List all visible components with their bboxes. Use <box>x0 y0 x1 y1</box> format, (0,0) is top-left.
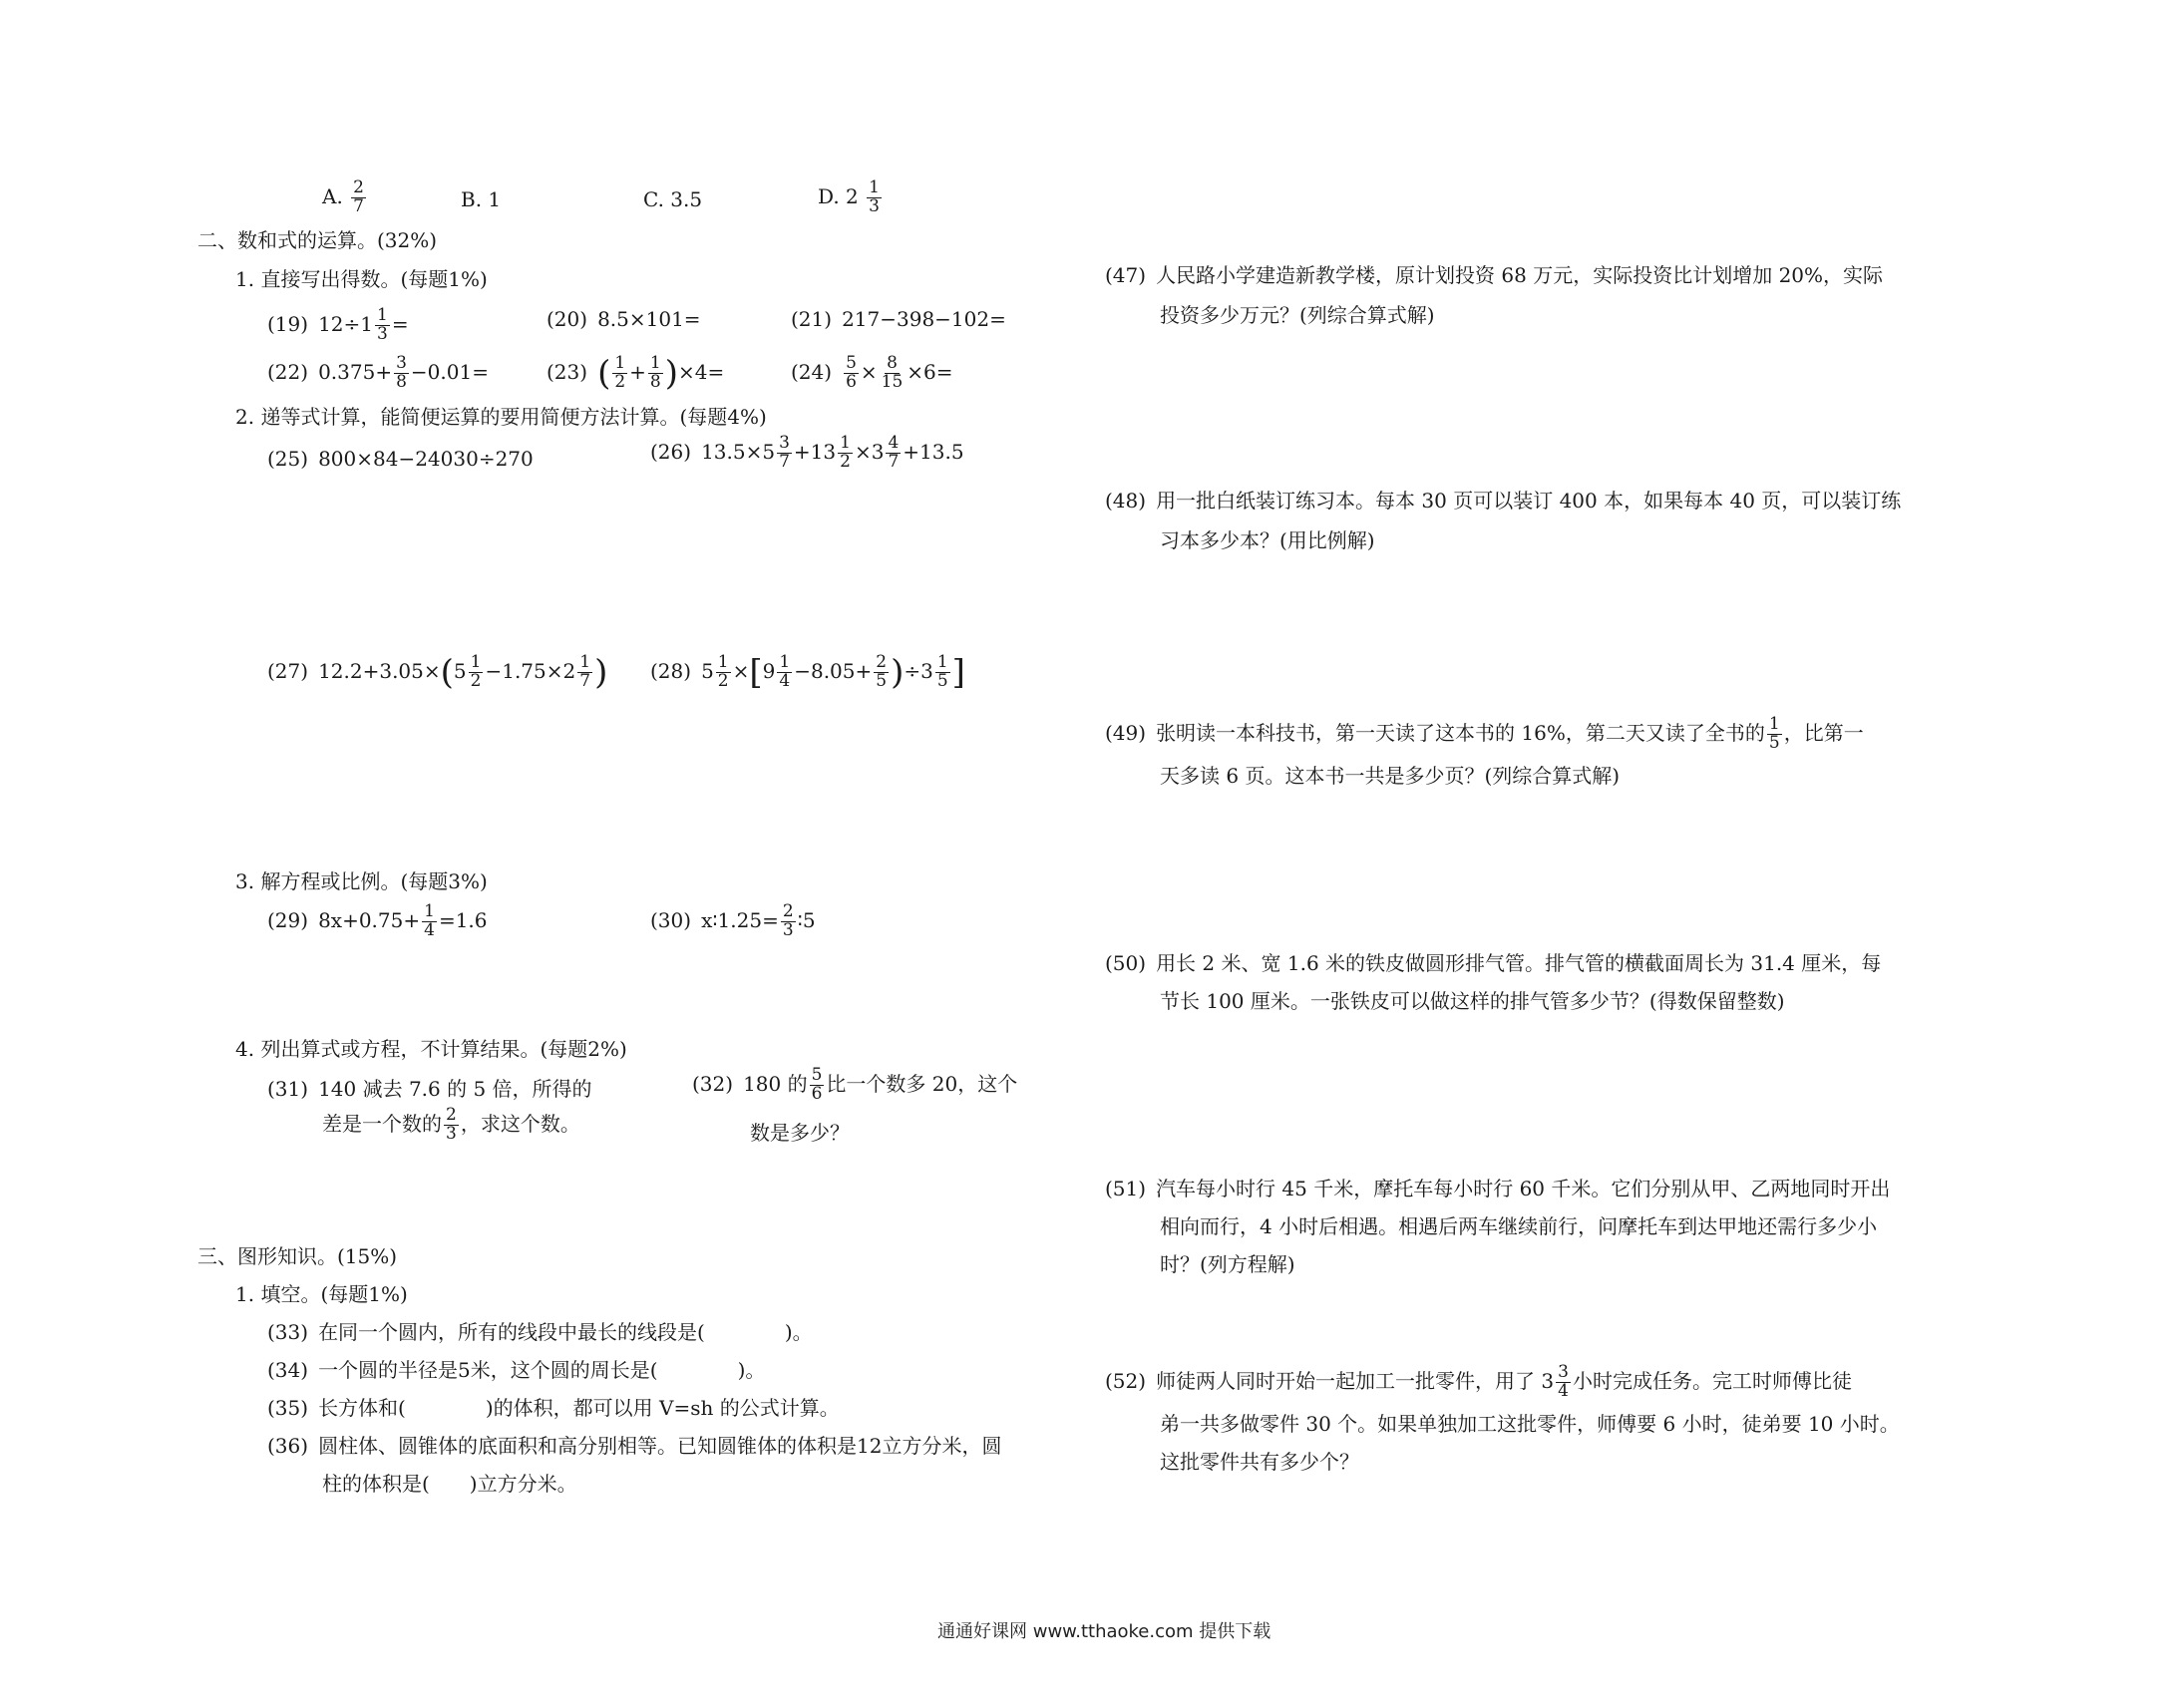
q50-number: (50) <box>1105 951 1147 975</box>
q32-den: 6 <box>811 1083 823 1104</box>
section-2-title: 二、数和式的运算。(32%) <box>197 228 438 252</box>
part-1-title: 1. 直接写出得数。(每题1%) <box>235 267 488 291</box>
q52-den: 4 <box>1558 1380 1569 1401</box>
q30-pre: x∶1.25= <box>701 907 779 932</box>
q28-pre: × <box>732 658 750 683</box>
q24-times: × <box>860 359 878 384</box>
q28-num-2: 2 <box>876 652 888 672</box>
q27-whole-1: 5 <box>453 658 467 683</box>
part-4-title: 4. 列出算式或方程，不计算结果。(每题2%) <box>235 1037 627 1061</box>
q23-fraction-1 <box>612 355 627 392</box>
q21-text: 217−398−102= <box>842 307 1006 331</box>
q29-den: 4 <box>424 919 435 940</box>
sec3-part-1-title: 1. 填空。(每题1%) <box>235 1282 408 1306</box>
footer-credit: 通通好课网 www.tthaoke.com 提供下载 <box>937 1621 1271 1642</box>
q51-line-1: 汽车每小时行 45 千米，摩托车每小时行 60 千米。它们分别从甲、乙两地同时开出 <box>1156 1177 1891 1200</box>
q23-num-2: 1 <box>649 353 661 373</box>
choice-c: C. 3.5 <box>643 187 703 211</box>
part-3-title: 3. 解方程或比例。(每题3%) <box>235 869 488 893</box>
q34-number: (34) <box>267 1358 309 1382</box>
q47-line-1: 人民路小学建造新教学楼，原计划投资 68 万元，实际投资比计划增加 20%，实际 <box>1156 263 1884 287</box>
q32-fraction <box>810 1067 825 1104</box>
question-25 <box>267 449 534 469</box>
q26-fraction-1 <box>777 435 792 472</box>
q26-fraction-3 <box>886 435 901 472</box>
q27-num-1: 1 <box>470 652 482 672</box>
q24-fraction-2 <box>880 355 906 392</box>
q28-num-1: 1 <box>779 652 791 672</box>
q35-text: 长方体和( )的体积，都可以用 V=sh 的公式计算。 <box>318 1396 840 1420</box>
question-35 <box>267 1398 840 1418</box>
q22-pre: 0.375+ <box>318 359 393 384</box>
question-48-line-2: 习本多少本？(用比例解) <box>1160 528 1375 552</box>
q32-num: 5 <box>811 1065 823 1085</box>
q48-number: (48) <box>1105 489 1147 512</box>
q28-close-bracket: ] <box>951 652 965 693</box>
q27-fraction-2 <box>577 654 592 691</box>
q30-den: 3 <box>782 919 794 940</box>
q31-fraction <box>444 1107 459 1144</box>
q52-fraction <box>1556 1364 1571 1401</box>
q30-post: ∶5 <box>797 907 816 932</box>
q19-pre: 12÷1 <box>318 311 373 336</box>
q49-line-1-pre: 张明读一本科技书，第一天读了这本书的 16%，第二天又读了全书的 <box>1156 720 1765 745</box>
q49-line-1-post: ，比第一 <box>1783 720 1864 745</box>
q27-fraction-1 <box>469 654 484 691</box>
q33-number: (33) <box>267 1320 309 1344</box>
question-31-line-1 <box>267 1079 592 1099</box>
part-2-title: 2. 递等式计算，能简便运算的要用简便方法计算。(每题4%) <box>235 405 767 429</box>
q22-fraction <box>394 355 409 392</box>
question-32-line-2: 数是多少？ <box>750 1121 850 1145</box>
q19-num: 1 <box>377 305 388 325</box>
q23-number: (23) <box>546 359 588 384</box>
question-30 <box>650 903 816 940</box>
q19-post: = <box>391 311 409 336</box>
q19-number: (19) <box>267 311 309 336</box>
question-20 <box>546 309 701 329</box>
q26-number: (26) <box>650 439 692 464</box>
question-52-line-1 <box>1105 1364 1852 1401</box>
q28-number: (28) <box>650 658 692 683</box>
q24-den-2: 15 <box>881 371 904 392</box>
q24-fraction-1 <box>844 355 859 392</box>
question-36-line-1 <box>267 1436 1002 1456</box>
question-27 <box>267 654 607 691</box>
q28-den-2: 5 <box>876 670 888 691</box>
question-31-line-2 <box>322 1107 580 1144</box>
q29-num: 1 <box>424 901 435 921</box>
question-48-line-1 <box>1105 491 1901 511</box>
question-51-line-1 <box>1105 1179 1890 1198</box>
q27-open-paren: ( <box>440 652 454 693</box>
q26-mid-2: ×3 <box>854 439 885 464</box>
q30-fraction <box>781 903 796 940</box>
question-22 <box>267 355 489 392</box>
q28-whole-0: 5 <box>701 658 714 683</box>
question-24 <box>791 355 953 392</box>
q31-line-2-post: ，求这个数。 <box>460 1111 580 1136</box>
q24-post: ×6= <box>907 359 953 384</box>
q28-fraction-0 <box>716 654 731 691</box>
question-50-line-2: 节长 100 厘米。一张铁皮可以做这样的排气管多少节？(得数保留整数) <box>1160 989 1785 1013</box>
q29-number: (29) <box>267 907 309 932</box>
question-49-line-2: 天多读 6 页。这本书一共是多少页？(列综合算式解) <box>1160 764 1621 788</box>
choice-a <box>322 179 368 216</box>
q27-close-paren: ) <box>594 652 608 693</box>
q28-den-3: 5 <box>936 670 948 691</box>
q48-line-1: 用一批白纸装订练习本。每本 30 页可以装订 400 本，如果每本 40 页，可以装订练 <box>1156 489 1902 512</box>
choice-d-den: 3 <box>869 195 880 216</box>
question-47-line-2: 投资多少万元？(列综合算式解) <box>1160 303 1435 327</box>
q24-den-1: 6 <box>846 371 857 392</box>
choice-a-label: A. <box>322 183 343 208</box>
q31-number: (31) <box>267 1077 309 1101</box>
q32-post: 比一个数多 20，这个 <box>826 1071 1018 1096</box>
q26-fraction-2 <box>838 435 853 472</box>
q33-text: 在同一个圆内，所有的线段中最长的线段是( )。 <box>318 1320 813 1344</box>
q22-number: (22) <box>267 359 309 384</box>
q31-line-2-pre: 差是一个数的 <box>322 1111 442 1136</box>
q23-plus: + <box>629 359 646 384</box>
q27-den-1: 2 <box>470 670 482 691</box>
q28-den-1: 4 <box>779 670 791 691</box>
question-28 <box>650 654 965 691</box>
question-23 <box>546 355 724 392</box>
q29-pre: 8x+0.75+ <box>318 907 421 932</box>
choice-b: B. 1 <box>461 187 502 211</box>
q27-num-2: 1 <box>579 652 591 672</box>
q23-den-1: 2 <box>614 371 626 392</box>
q26-num-3: 4 <box>888 433 900 453</box>
q35-number: (35) <box>267 1396 309 1420</box>
q27-pre: 12.2+3.05× <box>318 658 441 683</box>
q49-fraction <box>1767 716 1782 753</box>
choice-a-den: 7 <box>353 195 364 216</box>
q52-number: (52) <box>1105 1368 1147 1393</box>
q28-num-3: 1 <box>936 652 948 672</box>
question-32-line-1 <box>692 1067 1017 1104</box>
q29-post: =1.6 <box>438 907 488 932</box>
q26-mid: +13 <box>793 439 837 464</box>
q19-den: 3 <box>377 323 388 344</box>
q28-num-0: 1 <box>717 652 729 672</box>
q28-divide: ÷3 <box>904 658 933 683</box>
q22-post: −0.01= <box>410 359 489 384</box>
q52-num: 3 <box>1558 1362 1569 1382</box>
q27-den-2: 7 <box>579 670 591 691</box>
question-51-line-3: 时？(列方程解) <box>1160 1252 1295 1276</box>
q27-number: (27) <box>267 658 309 683</box>
q28-fraction-3 <box>935 654 950 691</box>
question-52-line-2: 弟一共多做零件 30 个。如果单独加工这批零件，师傅要 6 小时，徒弟要 10 小时。 <box>1160 1412 1900 1436</box>
q21-number: (21) <box>791 307 833 331</box>
q28-mid: −8.05+ <box>794 658 873 683</box>
q26-den-2: 2 <box>840 451 851 472</box>
q26-pre: 13.5×5 <box>701 439 776 464</box>
question-52-line-3: 这批零件共有多少个？ <box>1160 1450 1359 1474</box>
q28-whole-1: 9 <box>762 658 776 683</box>
q27-mid: −1.75×2 <box>485 658 576 683</box>
q49-den: 5 <box>1768 732 1780 753</box>
q19-fraction <box>375 307 390 344</box>
q20-number: (20) <box>546 307 588 331</box>
q32-pre: 180 的 <box>743 1071 808 1096</box>
q50-line-1: 用长 2 米、宽 1.6 米的铁皮做圆形排气管。排气管的横截面周长为 31.4 厘米，每 <box>1156 951 1882 975</box>
q32-number: (32) <box>692 1071 734 1096</box>
q23-post: ×4= <box>678 359 725 384</box>
q52-line-1-post: 小时完成任务。完工时师傅比徒 <box>1572 1368 1852 1393</box>
q26-num-2: 1 <box>840 433 851 453</box>
q34-text: 一个圆的半径是5米，这个圆的周长是( )。 <box>318 1358 766 1382</box>
question-36-line-2: 柱的体积是( )立方分米。 <box>322 1472 577 1496</box>
q23-fraction-2 <box>648 355 663 392</box>
q26-den-1: 7 <box>779 451 790 472</box>
q30-num: 2 <box>782 901 794 921</box>
question-34 <box>267 1360 765 1380</box>
q23-den-2: 8 <box>649 371 661 392</box>
q51-number: (51) <box>1105 1177 1147 1200</box>
choice-d-label: D. 2 <box>818 183 859 208</box>
choice-d-num: 1 <box>869 177 880 197</box>
q23-open-paren: ( <box>597 353 611 394</box>
question-50-line-1 <box>1105 953 1881 973</box>
q28-fraction-2 <box>874 654 889 691</box>
question-51-line-2: 相向而行，4 小时后相遇。相遇后两车继续前行，问摩托车到达甲地还需行多少小 <box>1160 1214 1878 1238</box>
question-19 <box>267 307 409 344</box>
question-49-line-1 <box>1105 716 1864 753</box>
q28-close-paren: ) <box>891 652 905 693</box>
q29-fraction <box>422 903 437 940</box>
q24-number: (24) <box>791 359 833 384</box>
question-47-line-1 <box>1105 265 1883 285</box>
q49-number: (49) <box>1105 720 1147 745</box>
q23-num-1: 1 <box>614 353 626 373</box>
section-3-title: 三、图形知识。(15%) <box>197 1244 398 1268</box>
choice-d-fraction <box>867 179 882 216</box>
q47-number: (47) <box>1105 263 1147 287</box>
question-26 <box>650 435 964 472</box>
question-21 <box>791 309 1006 329</box>
choice-d <box>818 179 884 216</box>
q25-number: (25) <box>267 447 309 471</box>
q28-fraction-1 <box>777 654 792 691</box>
q49-num: 1 <box>1768 714 1780 734</box>
choice-a-num: 2 <box>353 177 364 197</box>
question-29 <box>267 903 488 940</box>
q23-close-paren: ) <box>664 353 679 394</box>
q20-text: 8.5×101= <box>597 307 701 331</box>
q31-num: 2 <box>446 1105 457 1125</box>
q52-line-1-pre: 师徒两人同时开始一起加工一批零件，用了 3 <box>1156 1368 1555 1393</box>
q36-line-1: 圆柱体、圆锥体的底面积和高分别相等。已知圆锥体的体积是12立方分米，圆 <box>318 1434 1002 1458</box>
q22-num: 3 <box>396 353 407 373</box>
q25-text: 800×84−24030÷270 <box>318 447 534 471</box>
q24-num-1: 5 <box>846 353 857 373</box>
q26-num-1: 3 <box>779 433 790 453</box>
q30-number: (30) <box>650 907 692 932</box>
q26-post: +13.5 <box>903 439 964 464</box>
q36-number: (36) <box>267 1434 309 1458</box>
q31-den: 3 <box>446 1123 457 1144</box>
q28-den-0: 2 <box>717 670 729 691</box>
q28-open-bracket: [ <box>749 652 763 693</box>
q24-num-2: 8 <box>887 353 898 373</box>
q22-den: 8 <box>396 371 407 392</box>
question-33 <box>267 1322 813 1342</box>
q26-den-3: 7 <box>888 451 900 472</box>
q31-line-1: 140 减去 7.6 的 5 倍，所得的 <box>318 1077 592 1101</box>
choice-a-fraction <box>351 179 366 216</box>
